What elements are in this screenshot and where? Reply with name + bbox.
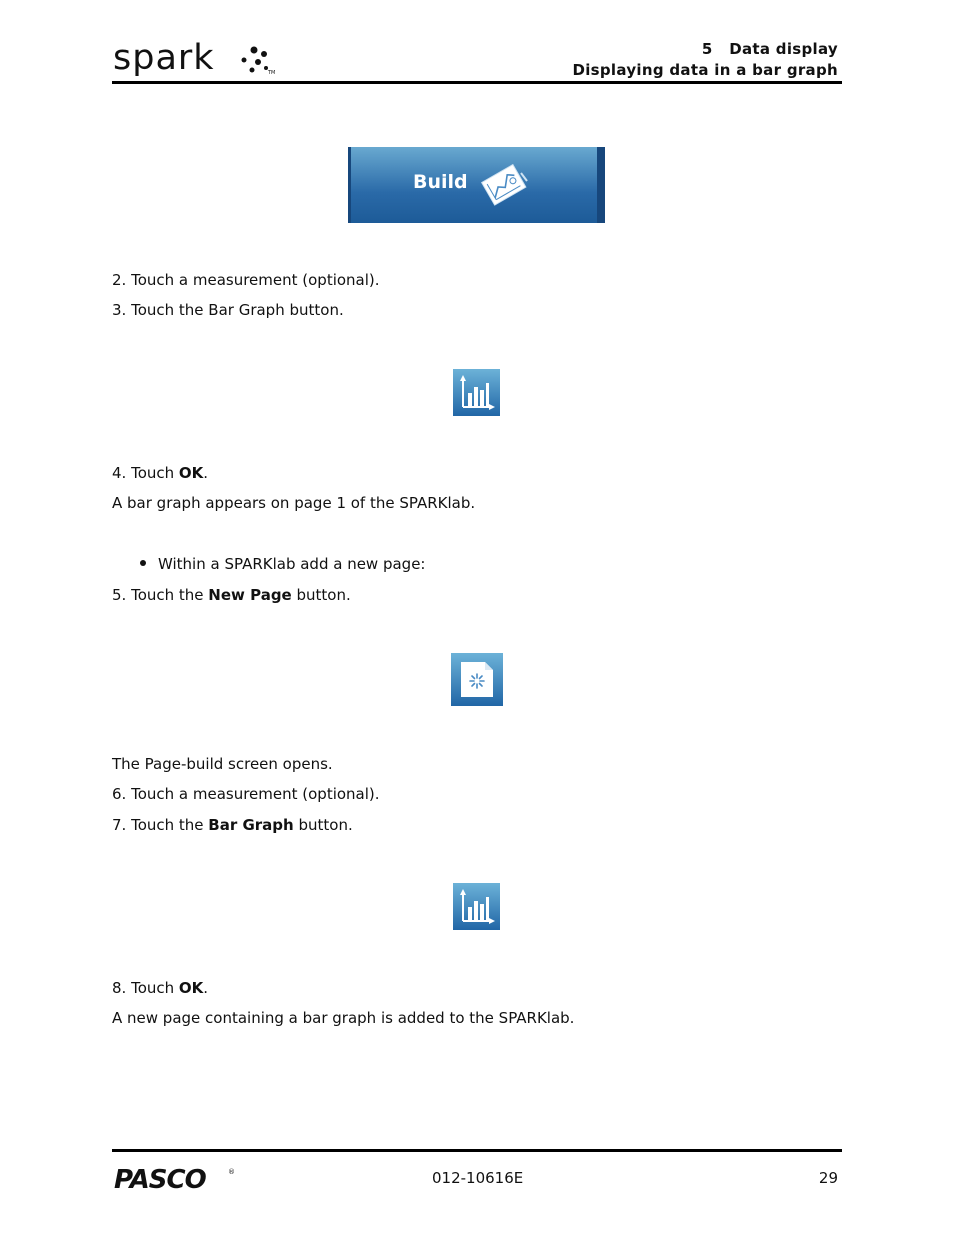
bullet-text: Within a SPARKlab add a new page: <box>158 555 426 573</box>
result-paragraph-3: A new page containing a bar graph is added to the SPARKlab. <box>112 1009 575 1027</box>
header-rule <box>112 81 842 84</box>
running-header <box>572 39 838 81</box>
new-page-icon[interactable] <box>451 653 503 706</box>
step-5-end: button. <box>291 586 351 604</box>
step-3: 3. Touch the Bar Graph button. <box>112 301 344 319</box>
spark-logo-text: spark <box>113 38 215 78</box>
document-number: 012-10616E <box>432 1169 524 1187</box>
step-8 <box>112 978 208 998</box>
svg-text:TM: TM <box>268 70 276 76</box>
spark-logo <box>113 38 215 78</box>
step-5 <box>112 585 351 605</box>
ok-label: OK <box>178 464 204 482</box>
step-4-text: 4. Touch <box>112 464 179 482</box>
new-page-label: New Page <box>208 586 292 604</box>
result-paragraph-1: A bar graph appears on page 1 of the SPARKlab. <box>112 494 476 512</box>
page-number: 29 <box>818 1169 838 1187</box>
step-5-text: 5. Touch the <box>112 586 209 604</box>
svg-text:®: ® <box>228 1168 235 1176</box>
bar-graph-icon[interactable] <box>453 883 500 930</box>
step-4-end: . <box>203 464 209 482</box>
step-2: 2. Touch a measurement (optional). <box>112 271 380 289</box>
bar-graph-icon[interactable] <box>453 369 500 416</box>
build-button[interactable] <box>348 147 605 223</box>
spark-dots-icon <box>240 44 274 74</box>
ok-label: OK <box>178 979 204 997</box>
footer-rule <box>112 1149 842 1152</box>
build-button-label: Build <box>413 171 468 193</box>
step-7 <box>112 815 353 835</box>
step-8-end: . <box>203 979 209 997</box>
chapter-heading <box>572 39 838 60</box>
chapter-title: Data display <box>729 40 838 58</box>
step-4 <box>112 463 208 483</box>
step-6: 6. Touch a measurement (optional). <box>112 785 380 803</box>
bullet-icon <box>140 560 146 566</box>
step-8-text: 8. Touch <box>112 979 179 997</box>
chapter-number: 5 <box>701 40 713 58</box>
bar-graph-label: Bar Graph <box>208 816 294 834</box>
step-7-text: 7. Touch the <box>112 816 209 834</box>
pasco-logo-text: PASCO <box>114 1165 206 1195</box>
result-paragraph-2: The Page-build screen opens. <box>112 755 333 773</box>
bullet-item <box>140 554 426 574</box>
step-7-end: button. <box>293 816 353 834</box>
section-title: Displaying data in a bar graph <box>572 61 838 79</box>
build-graph-icon <box>477 159 533 207</box>
pasco-logo <box>114 1165 236 1195</box>
